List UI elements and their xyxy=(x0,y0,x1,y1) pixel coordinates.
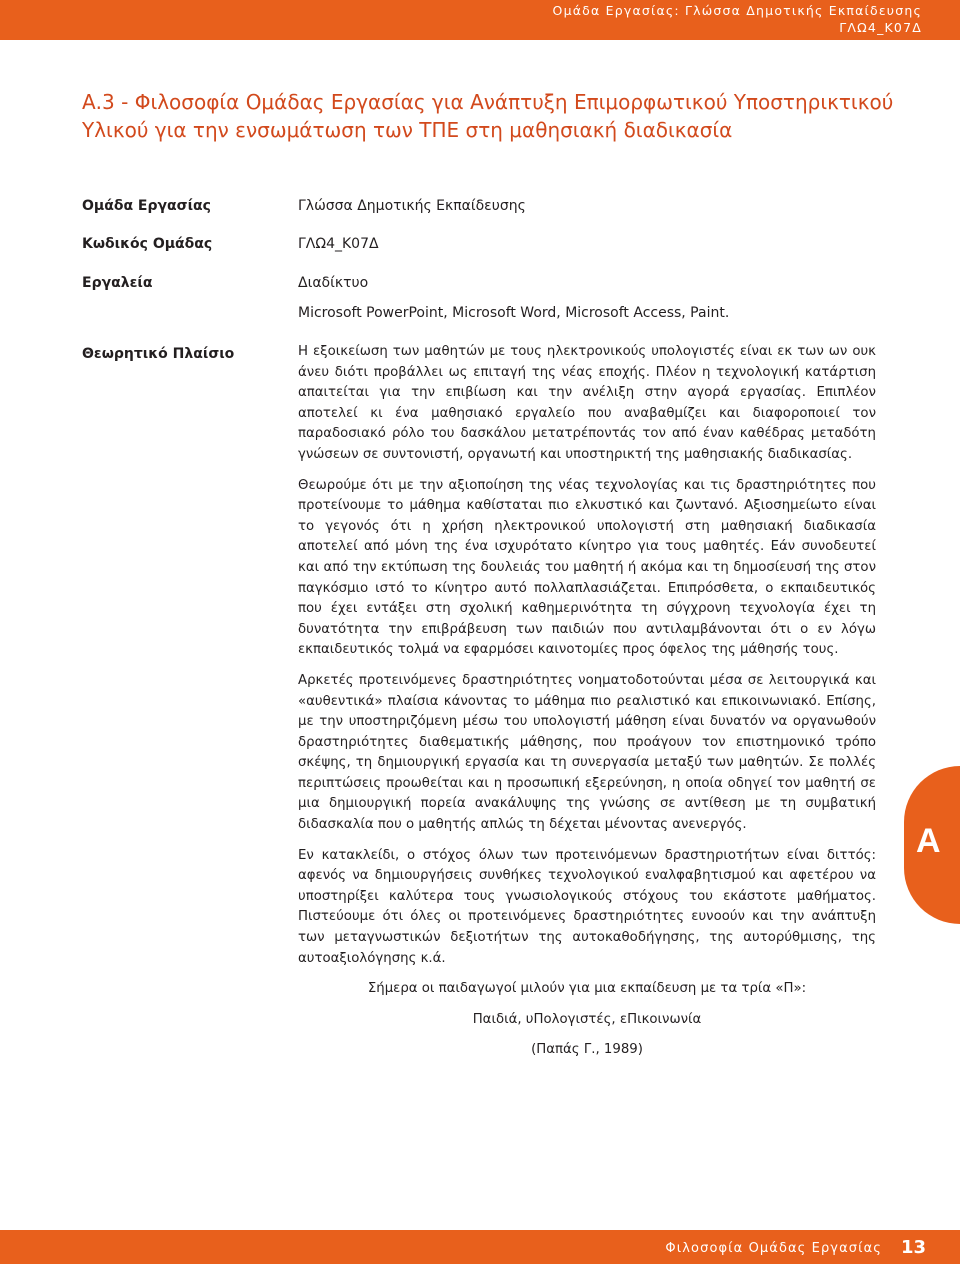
tools-value-software: Microsoft PowerPoint, Microsoft Word, Microsoft Access, Paint. xyxy=(298,305,730,321)
header-group-code: ΓΛΩ4_Κ07Δ xyxy=(839,20,922,35)
framework-label: Θεωρητικό Πλαίσιο xyxy=(82,346,235,362)
page-number: 13 xyxy=(900,1237,926,1258)
section-tab-letter: Α xyxy=(916,822,941,860)
tools-label: Εργαλεία xyxy=(82,275,153,291)
section-title: Α.3 - Φιλοσοφία Ομάδας Εργασίας για Ανάπτυξη Επιμορφωτικού Υποστηρικτικού Υλικού για την ενσωμάτωση των ΤΠΕ στη μαθησιακή διαδικασία xyxy=(82,90,894,142)
code-value: ΓΛΩ4_Κ07Δ xyxy=(298,236,379,252)
section-tab xyxy=(904,766,960,924)
header-group-title: Ομάδα Εργασίας: Γλώσσα Δημοτικής Εκπαίδευσης xyxy=(552,3,922,18)
three-p-intro: Σήμερα οι παιδαγωγοί μιλούν για μια εκπαίδευση με τα τρία «Π»: xyxy=(367,981,807,997)
header-bar xyxy=(0,0,960,40)
paragraph-4: Εν κατακλείδι, ο στόχος όλων των προτεινόμενων δραστηριοτήτων είναι διττός: αφενός να δημιουργήσεις συνθήκες τεχνολογικού εναλφαβητισμού και αφετέρου να υποστηρίξει καλύτερα τους γνωσιολογικούς στόχους του εκάστοτε μαθήματος. Πιστεύουμε ότι όλες οι προτεινόμενες δραστηριότητες ευνοούν και την ανάπτυξη των μεταγνωστικών δεξιοτήτων της αυτοκαθοδήγησης, της αυτορύθμισης, της αυτοαξιολόγησης κ.ά. xyxy=(298,847,876,966)
code-label: Κωδικός Ομάδας xyxy=(82,236,213,252)
paragraph-1: Η εξοικείωση των μαθητών με τους ηλεκτρονικούς υπολογιστές είναι εκ των ων ουκ άνευ διότι προβάλλει ως επιταγή της νέας εποχής. Πλέον η τεχνολογική κατάρτιση απαιτείται για την επιβίωση και την ανέλιξη στην αγορά εργασίας. Επιπλέον αποτελεί κι ένα μαθησιακό εργαλείο που αναβαθμίζει και διαφοροποιεί τον παραδοσιακό ρόλο του δασκάλου μετατρέποντάς τον από έναν καθέδρας μεταδότη γνώσεων σε συντονιστή, οργανωτή και υποστηρικτή της μαθησιακής διαδικασίας. xyxy=(298,344,876,462)
group-label: Ομάδα Εργασίας xyxy=(82,198,211,214)
citation: (Παπάς Γ., 1989) xyxy=(531,1042,643,1058)
footer-bar xyxy=(0,1230,960,1264)
paragraph-3: Αρκετές προτεινόμενες δραστηριότητες νοηματοδοτούνται μέσα σε λειτουργικά και «αυθεντικά» πλαίσια κάνοντας το μάθημα πιο ρεαλιστικό και επικοινωνιακό. Επίσης, με την υποστηριζόμενη μέσω του υπολογιστή μάθηση είναι δυνατόν να οργανωθούν δραστηριότητες διαθεματικής μάθησης, που προάγουν τον επιστημονικό τρόπο σκέψης, τη δημιουργική εργασία και τη συνεργασία μεταξύ των μαθητών. Σε πολλές περιπτώσεις προωθείται και η προσωπική εξερεύνηση, η οποία οδηγεί τον μαθητή σε μια δημιουργική πορεία ανακάλυψης της γνώσης σε αντίθεση με τη συμβατική διδασκαλία που ο μαθητής απλώς τη δέχεται μένοντας ανενεργός. xyxy=(298,672,876,833)
tools-value-internet: Διαδίκτυο xyxy=(298,275,369,291)
three-p-list: Παιδιά, υΠολογιστές, εΠικοινωνία xyxy=(472,1011,702,1027)
footer-title: Φιλοσοφία Ομάδας Εργασίας xyxy=(665,1241,882,1256)
framework-text xyxy=(298,342,876,1071)
paragraph-2: Θεωρούμε ότι με την αξιοποίηση της νέας τεχνολογίας και τις δραστηριότητες που προτείνουμε το μάθημα καθίσταται πιο ελκυστικό και ζωντανό. Αξιοσημείωτο είναι το γεγονός ότι η χρήση ηλεκτρονικού υπολογιστή στη μαθησιακή διαδικασία αποτελεί από μόνη της ένα ισχυρότατο κίνητρο για τους μαθητές. Εάν συνοδευτεί και από την εκτύπωση της δουλειάς του μαθητή ή ακόμα και τη δημοσίευσή της στον παγκόσμιο ιστό το κίνητρο αυτό πολλαπλασιάζεται. Επιπρόσθετα, ο εκπαιδευτικός που έχει εντάξει στη σχολική καθημερινότητα τη σύγχρονη τεχνολογία έχει τη δυνατότητα την επιβράβευση των παιδιών που αντιλαμβάνονται ότι ο εν λόγω εκπαιδευτικός τολμά να εφαρμόσει καινοτομίες προς όφελος της μάθησής τους. xyxy=(298,477,876,658)
group-value: Γλώσσα Δημοτικής Εκπαίδευσης xyxy=(298,198,526,214)
